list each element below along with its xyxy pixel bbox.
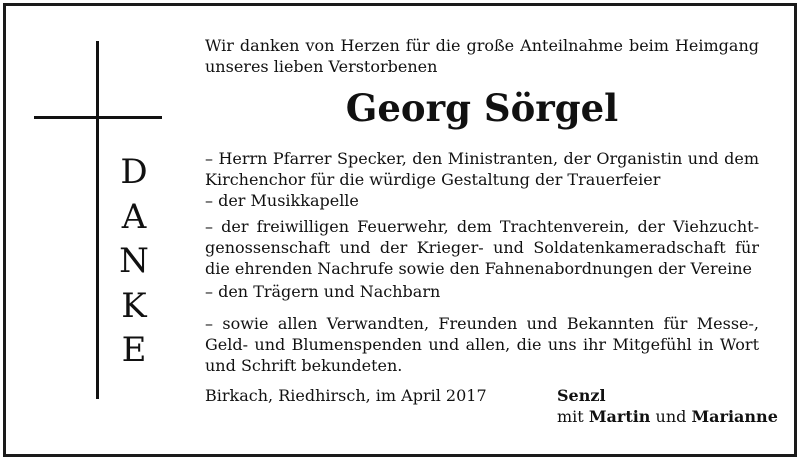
cross-vertical-beam — [96, 41, 99, 399]
thanks-item: – der Musikkapelle — [205, 191, 359, 210]
danke-letter: N — [119, 241, 149, 281]
signature — [557, 385, 778, 427]
danke-vertical-text — [114, 150, 154, 373]
signature-name-2: Marianne — [691, 407, 778, 426]
danke-letter: E — [121, 330, 147, 370]
cross-horizontal-beam — [34, 116, 162, 119]
intro-text: Wir danken von Herzen für die große Anteilnahme beim Heimgang unseres lieben Verstorbenen — [205, 36, 759, 76]
danke-letter: D — [120, 152, 148, 192]
thanks-item: – Herrn Pfarrer Specker, den Ministranten, der Organistin und dem Kirchenchor für die würdige Gestaltung der Trauerfeier — [205, 149, 759, 189]
signature-family-name: Senzl — [557, 386, 606, 405]
thanks-item: – sowie allen Verwandten, Freunden und Bekannten für Messe-, Geld- und Blumenspenden und allen, die uns ihr Mitgefühl in Wort und Schrift bekundeten. — [205, 314, 759, 375]
place-date: Birkach, Riedhirsch, im April 2017 — [205, 386, 487, 405]
danke-letter: K — [121, 285, 147, 326]
signature-with: mit — [557, 407, 584, 426]
signature-and: und — [655, 407, 687, 426]
signature-name-1: Martin — [588, 407, 651, 426]
deceased-name: Georg Sörgel — [345, 86, 619, 130]
thanks-item: – der freiwilligen Feuerwehr, dem Trachtenverein, der Viehzuchtgenossenschaft und der Krieger- und Soldatenkameradschaft für die ehrenden Nachrufe sowie den Fahnenabordnungen der Vereine — [205, 217, 759, 278]
thanks-item: – den Trägern und Nachbarn — [205, 282, 441, 301]
danke-letter: A — [121, 196, 147, 237]
